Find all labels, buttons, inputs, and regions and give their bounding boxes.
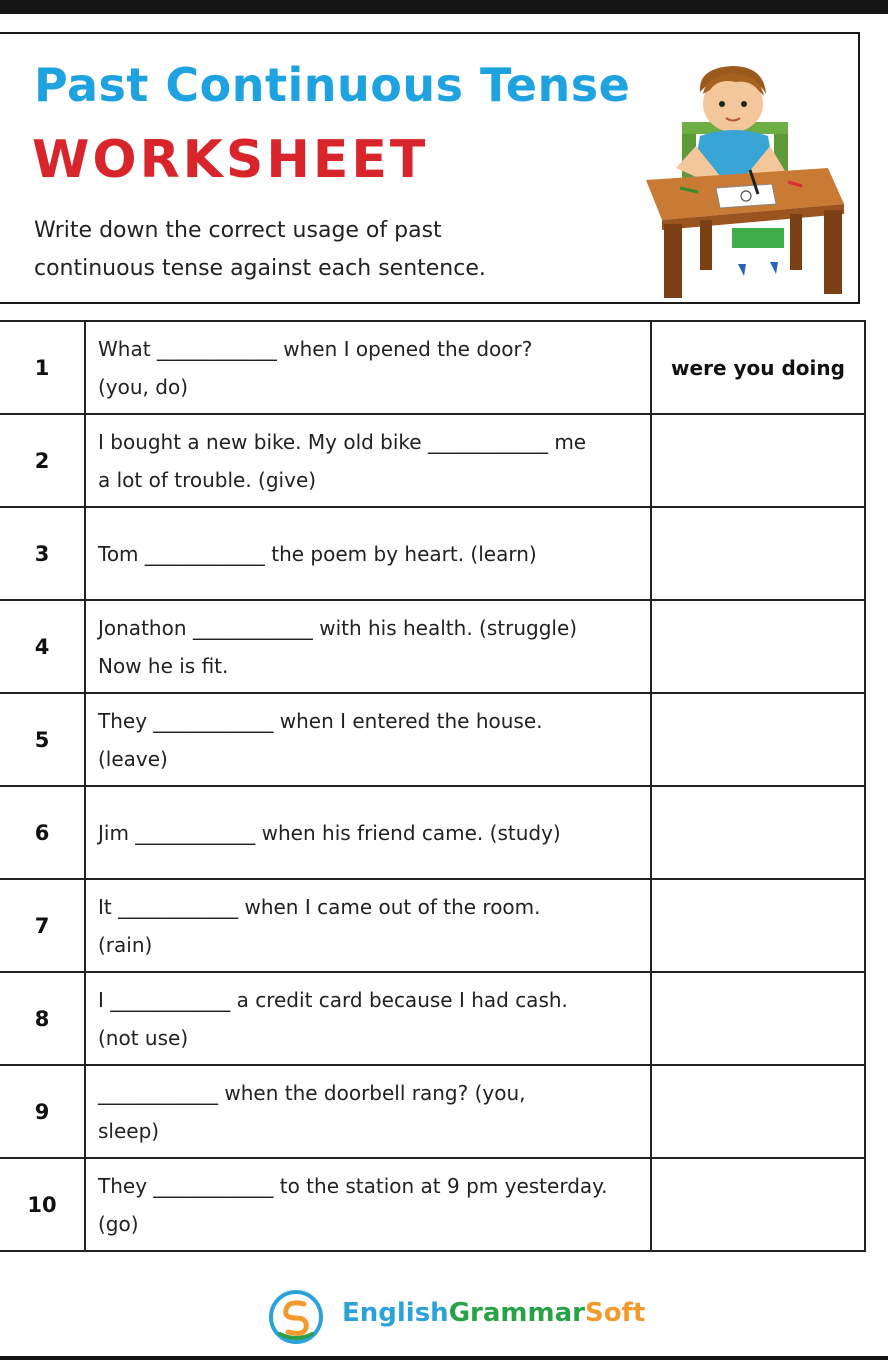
boy-writing-illustration [640,64,850,300]
question-row [0,414,865,507]
boy-eye-left [719,101,725,107]
question-line-1: I ____________ a credit card because I had cash. [98,987,568,1012]
question-number: 8 [0,972,85,1065]
question-row [0,321,865,414]
boy-shoe-left [738,264,746,276]
question-line-2: sleep) [98,1118,160,1143]
answer-cell[interactable] [651,1158,865,1251]
question-line-1: I bought a new bike. My old bike ____________ me [98,429,587,454]
question-text [85,879,651,972]
question-number: 6 [0,786,85,879]
worksheet-title: Past Continuous Tense [34,58,631,112]
desk-leg-back-left [700,220,712,270]
question-line-2: (leave) [98,746,168,771]
question-number: 2 [0,414,85,507]
footer-brand-name [342,1298,645,1328]
question-row [0,1158,865,1251]
question-text [85,1065,651,1158]
question-row [0,1065,865,1158]
brand-grammar: Grammar [448,1298,585,1328]
question-row [0,786,865,879]
question-number: 7 [0,879,85,972]
question-row [0,600,865,693]
desk-leg-back-right [790,214,802,270]
answer-cell[interactable] [651,693,865,786]
desk-leg-right [824,210,842,294]
question-text [85,972,651,1065]
boy-shorts [732,228,784,248]
answer-cell[interactable] [651,879,865,972]
answer-cell[interactable] [651,414,865,507]
question-row [0,879,865,972]
question-number: 4 [0,600,85,693]
question-row [0,693,865,786]
answer-cell[interactable] [651,1065,865,1158]
exercise-table [0,320,866,1252]
question-number: 9 [0,1065,85,1158]
question-line-2: (you, do) [98,374,188,399]
answer-cell[interactable] [651,786,865,879]
question-line-2: (not use) [98,1025,189,1050]
question-number: 1 [0,321,85,414]
question-number: 10 [0,1158,85,1251]
desk-leg-left [664,224,682,298]
question-line-2: a lot of trouble. (give) [98,467,317,492]
brand-english: English [342,1298,449,1328]
answer-cell[interactable]: were you doing [651,321,865,414]
worksheet-subtitle: WORKSHEET [32,130,429,190]
englishgrammarsoft-logo-icon [266,1288,326,1346]
question-line-1: They ____________ when I entered the house. [98,708,543,733]
question-line-2: (go) [98,1211,139,1236]
answer-cell[interactable] [651,507,865,600]
question-line-1: Jim ____________ when his friend came. (study) [98,820,561,845]
question-line-1: Jonathon ____________ with his health. (struggle) [98,615,578,640]
question-row [0,507,865,600]
question-line-2: (rain) [98,932,153,957]
question-text [85,600,651,693]
answer-cell[interactable] [651,600,865,693]
question-line-1: What ____________ when I opened the door? [98,336,533,361]
question-text [85,693,651,786]
brand-soft: Soft [584,1298,646,1328]
boy-eye-right [741,101,747,107]
question-text [85,1158,651,1251]
question-line-1: It ____________ when I came out of the room. [98,894,541,919]
question-row [0,972,865,1065]
paper-sheet [716,184,776,208]
question-line-2: Now he is fit. [98,653,229,678]
bottom-dark-bar [0,1356,888,1360]
question-text [85,414,651,507]
footer-branding [262,1286,662,1346]
question-line-1: ____________ when the doorbell rang? (you, [98,1080,526,1105]
answer-cell[interactable] [651,972,865,1065]
question-number: 5 [0,693,85,786]
top-dark-bar [0,0,888,14]
question-line-1: Tom ____________ the poem by heart. (learn) [98,541,537,566]
question-text [85,786,651,879]
question-line-1: They ____________ to the station at 9 pm yesterday. [98,1173,608,1198]
question-text [85,507,651,600]
question-text [85,321,651,414]
worksheet-instructions: Write down the correct usage of past continuous tense against each sentence. [34,218,486,281]
boy-shoe-right [770,262,778,274]
question-number: 3 [0,507,85,600]
